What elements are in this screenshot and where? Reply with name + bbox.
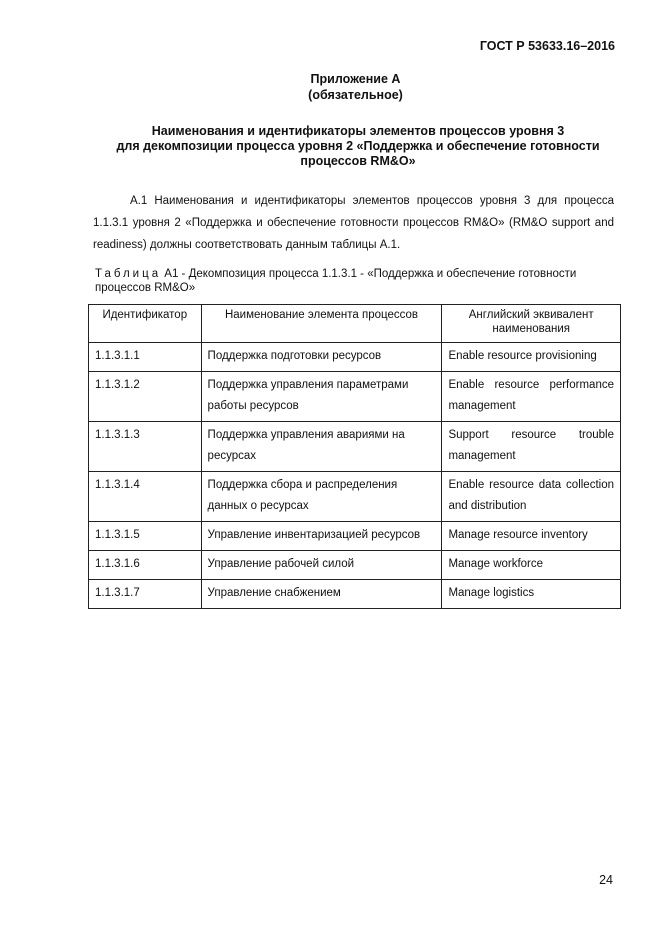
table-row <box>89 372 621 422</box>
cell-english: Enable resource performance management <box>442 372 621 422</box>
cell-element-name: Управление рабочей силой <box>201 551 442 580</box>
cell-english: Manage workforce <box>442 551 621 580</box>
table-caption <box>95 267 617 295</box>
cell-element-name: Поддержка сбора и распределения данных о ресурсах <box>201 472 442 522</box>
cell-identifier: 1.1.3.1.4 <box>89 472 202 522</box>
cell-identifier: 1.1.3.1.1 <box>89 343 202 372</box>
document-code: ГОСТ Р 53633.16–2016 <box>479 39 615 53</box>
cell-element-name: Управление снабжением <box>201 580 442 609</box>
section-title-line: Наименования и идентификаторы элементов процессов уровня 3 <box>151 124 565 138</box>
cell-english: Manage resource inventory <box>442 522 621 551</box>
table-row <box>89 580 621 609</box>
cell-english: Support resource trouble management <box>442 422 621 472</box>
cell-identifier: 1.1.3.1.2 <box>89 372 202 422</box>
process-table <box>88 304 621 609</box>
table-row <box>89 343 621 372</box>
table-row <box>89 422 621 472</box>
cell-element-name: Управление инвентаризацией ресурсов <box>201 522 442 551</box>
annex-heading <box>0 71 661 103</box>
cell-english: Manage logistics <box>442 580 621 609</box>
table-row <box>89 551 621 580</box>
table-caption-label: Таблица <box>95 268 162 280</box>
section-title-line: процессов RM&O» <box>300 154 416 168</box>
cell-identifier: 1.1.3.1.6 <box>89 551 202 580</box>
cell-english: Enable resource data collection and distribution <box>442 472 621 522</box>
header-english-equivalent: Английский эквивалент наименования <box>442 305 621 343</box>
section-title-line: для декомпозиции процесса уровня 2 «Поддержка и обеспечение готовности <box>116 139 600 153</box>
cell-element-name: Поддержка подготовки ресурсов <box>201 343 442 372</box>
cell-identifier: 1.1.3.1.3 <box>89 422 202 472</box>
cell-identifier: 1.1.3.1.5 <box>89 522 202 551</box>
table-row <box>89 472 621 522</box>
cell-identifier: 1.1.3.1.7 <box>89 580 202 609</box>
table-row <box>89 522 621 551</box>
intro-paragraph: А.1 Наименования и идентификаторы элементов процессов уровня 3 для процесса 1.1.3.1 уровня 2 «Поддержка и обеспечение готовности процессов RM&O» (RM&O support and readiness) должны соответствовать данным таблицы А.1. <box>93 195 614 251</box>
table-header-row <box>89 305 621 343</box>
header-element-name: Наименование элемента процессов <box>201 305 442 343</box>
page-number: 24 <box>599 873 613 887</box>
table-caption-text: А1 - Декомпозиция процесса 1.1.3.1 - «Поддержка и обеспечение готовности процессов RM&O» <box>95 268 577 294</box>
section-title <box>96 124 620 169</box>
annex-status: (обязательное) <box>308 88 403 102</box>
cell-english: Enable resource provisioning <box>442 343 621 372</box>
header-identifier: Идентификатор <box>89 305 202 343</box>
cell-element-name: Поддержка управления авариями на ресурсах <box>201 422 442 472</box>
annex-title: Приложение А <box>310 72 401 86</box>
cell-element-name: Поддержка управления параметрами работы ресурсов <box>201 372 442 422</box>
